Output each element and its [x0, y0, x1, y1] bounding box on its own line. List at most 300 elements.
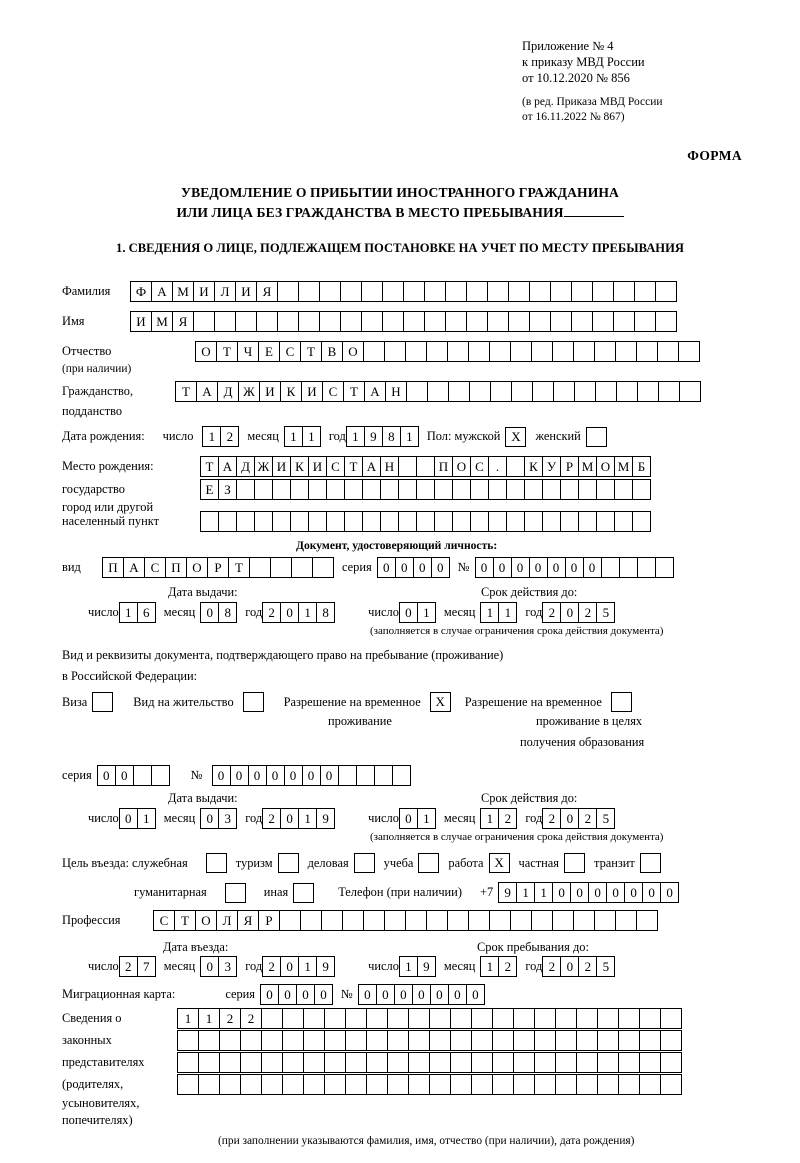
cell[interactable]: 9 — [498, 882, 517, 903]
cell[interactable] — [447, 910, 469, 931]
cell[interactable] — [282, 1030, 304, 1051]
permit-issue-day-input[interactable] — [119, 808, 155, 829]
cell[interactable] — [655, 557, 674, 578]
cell[interactable] — [615, 910, 637, 931]
cell[interactable] — [218, 511, 237, 532]
cell[interactable] — [363, 910, 385, 931]
cell[interactable]: С — [470, 456, 489, 477]
cell[interactable] — [380, 479, 399, 500]
cell[interactable]: П — [102, 557, 124, 578]
cell[interactable]: 1 — [346, 426, 365, 447]
cell[interactable]: 1 — [298, 808, 317, 829]
cell[interactable]: 1 — [298, 602, 317, 623]
cell[interactable] — [508, 281, 530, 302]
cell[interactable] — [324, 1008, 346, 1029]
cell[interactable] — [615, 341, 637, 362]
cell[interactable] — [429, 1074, 451, 1095]
cell[interactable] — [636, 910, 658, 931]
cell[interactable]: Р — [207, 557, 229, 578]
cell[interactable] — [426, 910, 448, 931]
cell[interactable]: 0 — [200, 602, 219, 623]
cell[interactable] — [614, 479, 633, 500]
cell[interactable] — [380, 511, 399, 532]
cell[interactable] — [489, 341, 511, 362]
cell[interactable] — [312, 557, 334, 578]
permit-series-input[interactable] — [97, 765, 169, 786]
cell[interactable] — [678, 341, 700, 362]
cell[interactable]: 2 — [262, 956, 281, 977]
cell[interactable]: 0 — [399, 602, 418, 623]
cell[interactable]: Т — [175, 381, 197, 402]
cell[interactable]: А — [196, 381, 218, 402]
cell[interactable] — [513, 1074, 535, 1095]
cell[interactable] — [424, 311, 446, 332]
cell[interactable] — [382, 311, 404, 332]
cell[interactable] — [240, 1074, 262, 1095]
cell[interactable] — [450, 1030, 472, 1051]
cell[interactable] — [658, 381, 680, 402]
cell[interactable] — [613, 281, 635, 302]
cell[interactable]: З — [218, 479, 237, 500]
cell[interactable]: Д — [217, 381, 239, 402]
cell[interactable] — [345, 1030, 367, 1051]
entry-year-input[interactable] — [262, 956, 334, 977]
cell[interactable] — [447, 341, 469, 362]
cell[interactable] — [303, 1074, 325, 1095]
cell[interactable] — [200, 511, 219, 532]
cell[interactable] — [614, 511, 633, 532]
cell[interactable] — [282, 1052, 304, 1073]
cell[interactable]: 0 — [280, 808, 299, 829]
cell[interactable] — [573, 341, 595, 362]
cell[interactable] — [366, 1052, 388, 1073]
purpose-transit-checkbox[interactable] — [640, 853, 661, 873]
cell[interactable] — [445, 281, 467, 302]
cell[interactable]: Т — [216, 341, 238, 362]
cell[interactable] — [406, 381, 428, 402]
cell[interactable] — [452, 479, 471, 500]
cell[interactable]: А — [364, 381, 386, 402]
permit-valid-month-input[interactable] — [480, 808, 516, 829]
cell[interactable]: 0 — [314, 984, 333, 1005]
cell[interactable] — [576, 1052, 598, 1073]
cell[interactable] — [261, 1052, 283, 1073]
cell[interactable]: 0 — [284, 765, 303, 786]
cell[interactable] — [597, 1052, 619, 1073]
cell[interactable] — [366, 1074, 388, 1095]
cell[interactable]: Р — [560, 456, 579, 477]
cell[interactable]: 3 — [218, 808, 237, 829]
cell[interactable] — [639, 1030, 661, 1051]
cell[interactable] — [133, 765, 152, 786]
cell[interactable]: 1 — [480, 956, 499, 977]
cell[interactable] — [468, 910, 490, 931]
cell[interactable]: 0 — [412, 984, 431, 1005]
patronymic-input[interactable] — [195, 341, 699, 362]
cell[interactable]: Н — [380, 456, 399, 477]
cell[interactable] — [470, 511, 489, 532]
cell[interactable] — [270, 557, 292, 578]
cell[interactable]: И — [308, 456, 327, 477]
cell[interactable]: 2 — [542, 956, 561, 977]
cell[interactable] — [634, 281, 656, 302]
cell[interactable] — [571, 311, 593, 332]
cell[interactable] — [471, 1052, 493, 1073]
cell[interactable] — [468, 341, 490, 362]
cell[interactable]: И — [130, 311, 152, 332]
cell[interactable]: 1 — [298, 956, 317, 977]
cell[interactable] — [534, 1008, 556, 1029]
stay-year-input[interactable] — [542, 956, 614, 977]
cell[interactable] — [303, 1008, 325, 1029]
cell[interactable] — [384, 341, 406, 362]
cell[interactable] — [639, 1074, 661, 1095]
cell[interactable]: 0 — [660, 882, 679, 903]
cell[interactable]: Я — [172, 311, 194, 332]
cell[interactable] — [597, 1030, 619, 1051]
cell[interactable] — [487, 311, 509, 332]
cell[interactable]: 0 — [280, 602, 299, 623]
cell[interactable] — [594, 910, 616, 931]
cell[interactable] — [597, 1008, 619, 1029]
cell[interactable]: 0 — [296, 984, 315, 1005]
cell[interactable]: 0 — [200, 808, 219, 829]
cell[interactable] — [387, 1008, 409, 1029]
cell[interactable]: 0 — [399, 808, 418, 829]
cell[interactable] — [531, 341, 553, 362]
cell[interactable] — [466, 311, 488, 332]
cell[interactable] — [576, 1030, 598, 1051]
cell[interactable]: 0 — [565, 557, 584, 578]
cell[interactable]: Р — [258, 910, 280, 931]
cell[interactable] — [632, 511, 651, 532]
cell[interactable] — [362, 479, 381, 500]
cell[interactable] — [639, 1008, 661, 1029]
cell[interactable]: Т — [344, 456, 363, 477]
cell[interactable] — [619, 557, 638, 578]
cell[interactable] — [534, 1052, 556, 1073]
cell[interactable]: 0 — [119, 808, 138, 829]
cell[interactable]: О — [342, 341, 364, 362]
cell[interactable] — [300, 910, 322, 931]
cell[interactable] — [489, 910, 511, 931]
cell[interactable] — [240, 1052, 262, 1073]
cell[interactable] — [636, 341, 658, 362]
cell[interactable]: Я — [237, 910, 259, 931]
cell[interactable] — [340, 281, 362, 302]
cell[interactable] — [193, 311, 215, 332]
cell[interactable]: 0 — [431, 557, 450, 578]
cell[interactable] — [361, 311, 383, 332]
cell[interactable] — [660, 1052, 682, 1073]
cell[interactable]: 0 — [413, 557, 432, 578]
cell[interactable]: 0 — [560, 808, 579, 829]
stay-month-input[interactable] — [480, 956, 516, 977]
cell[interactable]: И — [193, 281, 215, 302]
cell[interactable] — [279, 910, 301, 931]
cell[interactable] — [550, 281, 572, 302]
cell[interactable]: 0 — [448, 984, 467, 1005]
cell[interactable]: 0 — [377, 557, 396, 578]
cell[interactable]: 2 — [119, 956, 138, 977]
cell[interactable]: С — [153, 910, 175, 931]
cell[interactable] — [552, 341, 574, 362]
profession-input[interactable] — [153, 910, 657, 931]
migration-number-input[interactable] — [358, 984, 484, 1005]
cell[interactable]: 9 — [316, 956, 335, 977]
cell[interactable] — [488, 511, 507, 532]
cell[interactable] — [151, 765, 170, 786]
cell[interactable]: 0 — [560, 602, 579, 623]
cell[interactable] — [469, 381, 491, 402]
permit-valid-year-input[interactable] — [542, 808, 614, 829]
cell[interactable]: С — [322, 381, 344, 402]
cell[interactable] — [510, 910, 532, 931]
cell[interactable]: 0 — [547, 557, 566, 578]
cell[interactable] — [254, 511, 273, 532]
cell[interactable] — [177, 1052, 199, 1073]
cell[interactable] — [344, 479, 363, 500]
cell[interactable] — [578, 479, 597, 500]
cell[interactable] — [272, 511, 291, 532]
cell[interactable]: 0 — [97, 765, 116, 786]
edu-residence-checkbox[interactable] — [611, 692, 632, 712]
cell[interactable] — [403, 311, 425, 332]
cell[interactable]: 0 — [430, 984, 449, 1005]
cell[interactable]: О — [195, 910, 217, 931]
sex-male-checkbox[interactable]: X — [505, 427, 526, 447]
cell[interactable]: 0 — [606, 882, 625, 903]
cell[interactable] — [319, 281, 341, 302]
cell[interactable]: Л — [216, 910, 238, 931]
cell[interactable] — [198, 1052, 220, 1073]
cell[interactable]: 0 — [230, 765, 249, 786]
cell[interactable] — [290, 511, 309, 532]
cell[interactable]: М — [172, 281, 194, 302]
purpose-work-checkbox[interactable]: X — [489, 853, 510, 873]
cell[interactable] — [235, 311, 257, 332]
cell[interactable]: Ч — [237, 341, 259, 362]
permit-valid-day-input[interactable] — [399, 808, 435, 829]
cell[interactable] — [408, 1030, 430, 1051]
cell[interactable] — [366, 1008, 388, 1029]
cell[interactable]: 1 — [480, 808, 499, 829]
cell[interactable] — [408, 1074, 430, 1095]
cell[interactable]: 1 — [498, 602, 517, 623]
cell[interactable] — [387, 1052, 409, 1073]
cell[interactable] — [513, 1030, 535, 1051]
cell[interactable] — [408, 1052, 430, 1073]
cell[interactable] — [324, 1030, 346, 1051]
cell[interactable] — [492, 1052, 514, 1073]
cell[interactable]: 1 — [534, 882, 553, 903]
cell[interactable] — [596, 511, 615, 532]
cell[interactable] — [596, 479, 615, 500]
entry-day-input[interactable] — [119, 956, 155, 977]
cell[interactable]: Н — [385, 381, 407, 402]
cell[interactable]: В — [321, 341, 343, 362]
cell[interactable] — [592, 311, 614, 332]
cell[interactable] — [660, 1008, 682, 1029]
cell[interactable] — [361, 281, 383, 302]
cell[interactable] — [471, 1008, 493, 1029]
cell[interactable] — [326, 511, 345, 532]
idoc-kind-input[interactable] — [102, 557, 333, 578]
cell[interactable] — [660, 1074, 682, 1095]
cell[interactable] — [448, 381, 470, 402]
cell[interactable]: 0 — [511, 557, 530, 578]
cell[interactable]: 0 — [493, 557, 512, 578]
cell[interactable]: О — [186, 557, 208, 578]
cell[interactable] — [424, 281, 446, 302]
cell[interactable]: Ж — [254, 456, 273, 477]
cell[interactable] — [308, 479, 327, 500]
cell[interactable]: М — [614, 456, 633, 477]
cell[interactable]: 1 — [516, 882, 535, 903]
cell[interactable] — [452, 511, 471, 532]
cell[interactable]: 0 — [266, 765, 285, 786]
cell[interactable] — [219, 1030, 241, 1051]
cell[interactable] — [416, 456, 435, 477]
cell[interactable]: 0 — [278, 984, 297, 1005]
cell[interactable] — [319, 311, 341, 332]
cell[interactable] — [601, 557, 620, 578]
cell[interactable]: 2 — [578, 602, 597, 623]
birth-day-input[interactable] — [202, 426, 238, 447]
purpose-study-checkbox[interactable] — [418, 853, 439, 873]
permit-issue-year-input[interactable] — [262, 808, 334, 829]
cell[interactable] — [236, 479, 255, 500]
cell[interactable] — [560, 479, 579, 500]
cell[interactable] — [374, 765, 393, 786]
cell[interactable]: 0 — [260, 984, 279, 1005]
cell[interactable] — [405, 341, 427, 362]
cell[interactable]: С — [326, 456, 345, 477]
cell[interactable] — [236, 511, 255, 532]
cell[interactable] — [356, 765, 375, 786]
name-input[interactable] — [130, 311, 676, 332]
cell[interactable] — [387, 1074, 409, 1095]
cell[interactable]: А — [123, 557, 145, 578]
cell[interactable] — [408, 1008, 430, 1029]
cell[interactable]: 0 — [358, 984, 377, 1005]
cell[interactable] — [508, 311, 530, 332]
cell[interactable] — [392, 765, 411, 786]
cell[interactable] — [445, 311, 467, 332]
cell[interactable]: 1 — [400, 426, 419, 447]
cell[interactable]: 0 — [200, 956, 219, 977]
legal-rep-input-line-2[interactable] — [177, 1030, 681, 1051]
cell[interactable]: 1 — [480, 602, 499, 623]
cell[interactable]: 0 — [395, 557, 414, 578]
cell[interactable] — [466, 281, 488, 302]
cell[interactable]: Е — [258, 341, 280, 362]
cell[interactable]: 2 — [262, 602, 281, 623]
cell[interactable] — [398, 511, 417, 532]
cell[interactable]: К — [280, 381, 302, 402]
cell[interactable] — [277, 311, 299, 332]
cell[interactable]: 5 — [596, 808, 615, 829]
cell[interactable] — [616, 381, 638, 402]
cell[interactable]: 0 — [583, 557, 602, 578]
cell[interactable]: 1 — [119, 602, 138, 623]
cell[interactable]: 1 — [417, 602, 436, 623]
birth-month-input[interactable] — [284, 426, 320, 447]
cell[interactable] — [511, 381, 533, 402]
cell[interactable]: 1 — [137, 808, 156, 829]
cell[interactable]: К — [524, 456, 543, 477]
cell[interactable] — [340, 311, 362, 332]
cell[interactable] — [321, 910, 343, 931]
cell[interactable]: Т — [174, 910, 196, 931]
cell[interactable] — [552, 910, 574, 931]
cell[interactable]: 6 — [137, 602, 156, 623]
cell[interactable]: Ф — [130, 281, 152, 302]
cell[interactable] — [550, 311, 572, 332]
cell[interactable]: С — [279, 341, 301, 362]
cell[interactable] — [490, 381, 512, 402]
cell[interactable]: Т — [300, 341, 322, 362]
cell[interactable] — [298, 281, 320, 302]
cell[interactable] — [198, 1030, 220, 1051]
cell[interactable]: 9 — [364, 426, 383, 447]
cell[interactable]: 2 — [220, 426, 239, 447]
cell[interactable]: М — [578, 456, 597, 477]
cell[interactable] — [531, 910, 553, 931]
cell[interactable] — [219, 1074, 241, 1095]
cell[interactable] — [434, 479, 453, 500]
cell[interactable] — [529, 281, 551, 302]
idoc-valid-day-input[interactable] — [399, 602, 435, 623]
cell[interactable] — [574, 381, 596, 402]
cell[interactable] — [338, 765, 357, 786]
cell[interactable] — [660, 1030, 682, 1051]
idoc-valid-month-input[interactable] — [480, 602, 516, 623]
cell[interactable]: 1 — [198, 1008, 220, 1029]
cell[interactable] — [555, 1052, 577, 1073]
cell[interactable] — [405, 910, 427, 931]
cell[interactable] — [416, 479, 435, 500]
cell[interactable] — [324, 1052, 346, 1073]
cell[interactable] — [542, 479, 561, 500]
cell[interactable] — [277, 281, 299, 302]
cell[interactable] — [398, 456, 417, 477]
cell[interactable] — [510, 341, 532, 362]
cell[interactable]: 1 — [399, 956, 418, 977]
cell[interactable] — [416, 511, 435, 532]
cell[interactable] — [291, 557, 313, 578]
cell[interactable] — [366, 1030, 388, 1051]
legal-rep-input-line-3[interactable] — [177, 1052, 681, 1073]
cell[interactable]: 0 — [529, 557, 548, 578]
cell[interactable] — [326, 479, 345, 500]
cell[interactable] — [618, 1008, 640, 1029]
entry-month-input[interactable] — [200, 956, 236, 977]
cell[interactable]: И — [272, 456, 291, 477]
cell[interactable]: 8 — [316, 602, 335, 623]
idoc-issue-day-input[interactable] — [119, 602, 155, 623]
cell[interactable]: 8 — [382, 426, 401, 447]
cell[interactable] — [613, 311, 635, 332]
idoc-series-input[interactable] — [377, 557, 449, 578]
cell[interactable] — [637, 381, 659, 402]
cell[interactable] — [555, 1008, 577, 1029]
cell[interactable] — [655, 281, 677, 302]
cell[interactable] — [595, 381, 617, 402]
cell[interactable]: 0 — [280, 956, 299, 977]
cell[interactable]: Т — [228, 557, 250, 578]
cell[interactable]: 1 — [177, 1008, 199, 1029]
